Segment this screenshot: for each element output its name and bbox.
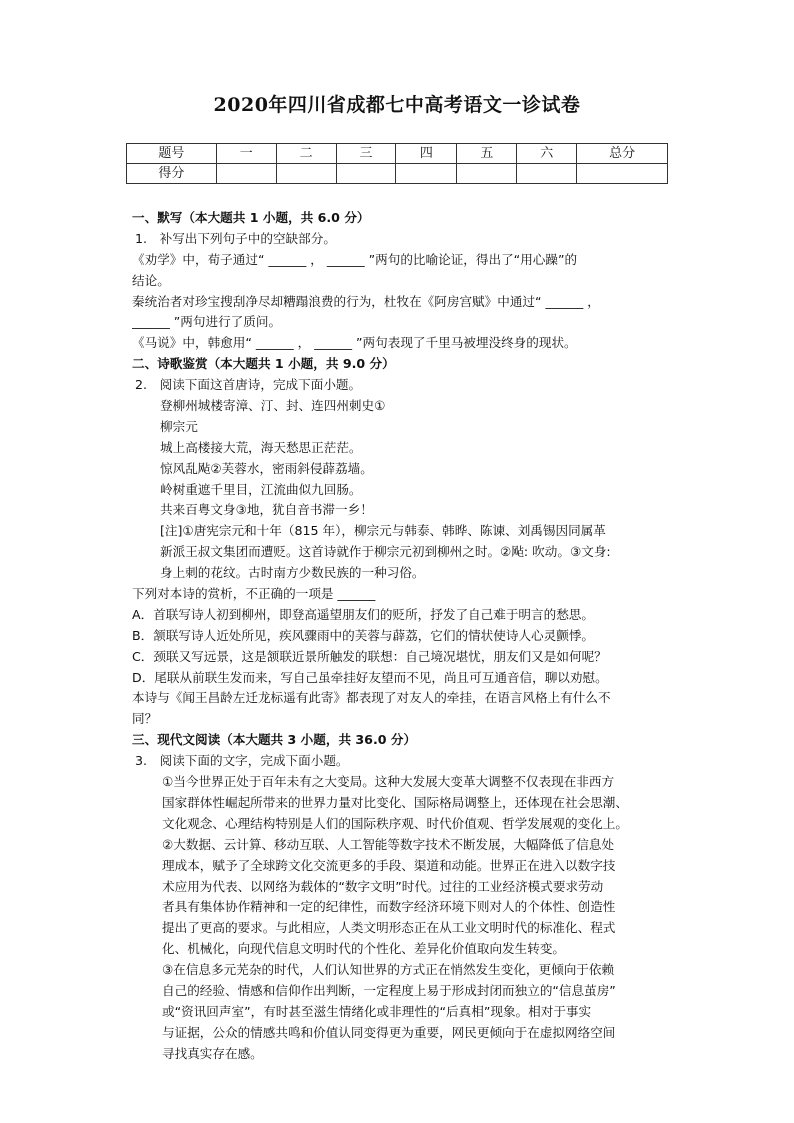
text-line: D．尾联从前联生发而来，写自己虽牵挂好友望而不见，尚且可互通音信，聊以劝慰。 <box>132 669 608 685</box>
text-line: 文化观念、心理结构特别是人们的国际秩序观、时代价值观、哲学发展观的变化上。 <box>162 815 628 831</box>
table-cell: 五 <box>457 144 517 164</box>
table-cell: 四 <box>396 144 457 164</box>
table-cell: 总分 <box>577 144 668 164</box>
score-cell <box>276 164 336 184</box>
text-line: 自己的经验、情感和信仰作出判断，一定程度上易于形成封闭而独立的“信息茧房” <box>162 982 616 998</box>
text-line: B．颔联写诗人近处所见，疾风骤雨中的芙蓉与薜荔，它们的情状使诗人心灵颤悸。 <box>132 627 595 643</box>
text-line: C．颈联又写远景，这是颔联近景所触发的联想：自己境况堪忧，朋友们又是如何呢？ <box>132 648 607 664</box>
score-cell <box>457 164 517 184</box>
score-cell <box>577 164 668 184</box>
section-heading: 三、现代文阅读（本大题共 3 小题，共 36.0 分） <box>132 732 417 748</box>
table-cell: 六 <box>517 144 577 164</box>
score-table-header-row <box>127 144 668 164</box>
text-line: 岭树重遮千里目，江流曲似九回肠。 <box>160 481 362 497</box>
text-line: 惊风乱飐②芙蓉水，密雨斜侵薜荔墙。 <box>160 460 373 476</box>
text-line: 或“资讯回声室”，有时甚至滋生情绪化或非理性的“后真相”现象。相对于事实 <box>162 1003 592 1019</box>
text-line: 登柳州城楼寄漳、汀、封、连四州刺史① <box>160 398 386 414</box>
exam-body <box>132 208 672 1065</box>
text-line: 共来百粤文身③地，犹自音书滞一乡！ <box>160 502 373 518</box>
page-title: 2020年四川省成都七中高考语文一诊试卷 <box>213 94 581 116</box>
table-cell: 题号 <box>127 144 217 164</box>
text-line: 柳宗元 <box>160 418 198 434</box>
text-line: 国家群体性崛起所带来的世界力量对比变化、国际格局调整上，还体现在社会思潮、 <box>162 794 628 810</box>
text-line: 新派王叔文集团而遭贬。这首诗就作于柳宗元初到柳州之时。②飐: 吹动。③文身: <box>160 544 611 560</box>
score-table-score-row <box>127 164 668 184</box>
text-line: 者具有集体协作精神和一定的纪律性，而数字经济环境下则对人的个体性、创造性 <box>162 899 616 915</box>
text-line: 下列对本诗的赏析，不正确的一项是 ______ <box>132 586 376 602</box>
text-line: 同？ <box>132 711 158 727</box>
text-line: 化、机械化，向现代信息文明时代的个性化、差异化价值取向发生转变。 <box>162 941 565 957</box>
score-cell <box>396 164 457 184</box>
text-line: [注]①唐宪宗元和十年（815 年），柳宗元与韩泰、韩晔、陈谏、刘禹锡因同属革 <box>160 523 606 539</box>
score-cell <box>336 164 396 184</box>
text-line: 术应用为代表、以网络为载体的“数字文明”时代。过往的工业经济模式要求劳动 <box>162 878 604 894</box>
text-line: 3. 阅读下面的文字，完成下面小题。 <box>135 753 349 769</box>
table-cell: 一 <box>216 144 276 164</box>
text-line: 结论。 <box>132 272 170 288</box>
text-line: 提出了更高的要求。与此相应，人类文明形态正在从工业文明时代的标准化、程式 <box>162 920 616 936</box>
score-table <box>126 143 668 184</box>
table-cell: 二 <box>276 144 336 164</box>
text-line: 身上刺的花纹。古时南方少数民族的一种习俗。 <box>160 565 425 581</box>
section-heading: 二、诗歌鉴赏（本大题共 1 小题，共 9.0 分） <box>132 356 395 372</box>
text-line: 《马说》中，韩愈用“ ______ ， ______ ”两句表现了千里马被埋没终身的现状。 <box>132 335 577 351</box>
text-line: 与证据，公众的情感共鸣和价值认同变得更为重要，网民更倾向于在虚拟网络空间 <box>162 1024 616 1040</box>
text-line: 《劝学》中，荀子通过“ ______ ， ______ ”两句的比喻论证，得出了“用心躁”的 <box>132 251 578 267</box>
text-line: ①当今世界正处于百年未有之大变局。这种大发展大变革大调整不仅表现在非西方 <box>162 774 615 790</box>
score-cell <box>216 164 276 184</box>
text-line: 1. 补写出下列句子中的空缺部分。 <box>135 230 336 246</box>
text-line: ②大数据、云计算、移动互联、人工智能等数字技术不断发展，大幅降低了信息处 <box>162 836 615 852</box>
text-line: 寻找真实存在感。 <box>162 1045 263 1061</box>
table-cell: 三 <box>336 144 396 164</box>
text-line: 秦统治者对珍宝搜刮净尽却糟蹋浪费的行为，杜牧在《阿房宫赋》中通过“ ______ ， <box>132 293 600 309</box>
text-line: A．首联写诗人初到柳州，即登高遥望朋友们的贬所，抒发了自己难于明言的愁思。 <box>132 606 594 622</box>
text-line: 2. 阅读下面这首唐诗，完成下面小题。 <box>135 377 362 393</box>
section-heading: 一、默写（本大题共 1 小题，共 6.0 分） <box>132 210 370 225</box>
table-cell: 得分 <box>127 164 217 184</box>
score-cell <box>517 164 577 184</box>
text-line: 本诗与《闻王昌龄左迁龙标遥有此寄》都表现了对友人的牵挂，在语言风格上有什么不 <box>132 690 611 706</box>
text-line: ______ ”两句进行了质问。 <box>132 314 282 330</box>
text-line: 城上高楼接大荒，海天愁思正茫茫。 <box>160 439 362 455</box>
text-line: 理成本，赋予了全球跨文化交流更多的手段、渠道和动能。世界正在进入以数字技 <box>162 857 616 873</box>
text-line: ③在信息多元芜杂的时代，人们认知世界的方式正在悄然发生变化，更倾向于依赖 <box>162 962 615 978</box>
